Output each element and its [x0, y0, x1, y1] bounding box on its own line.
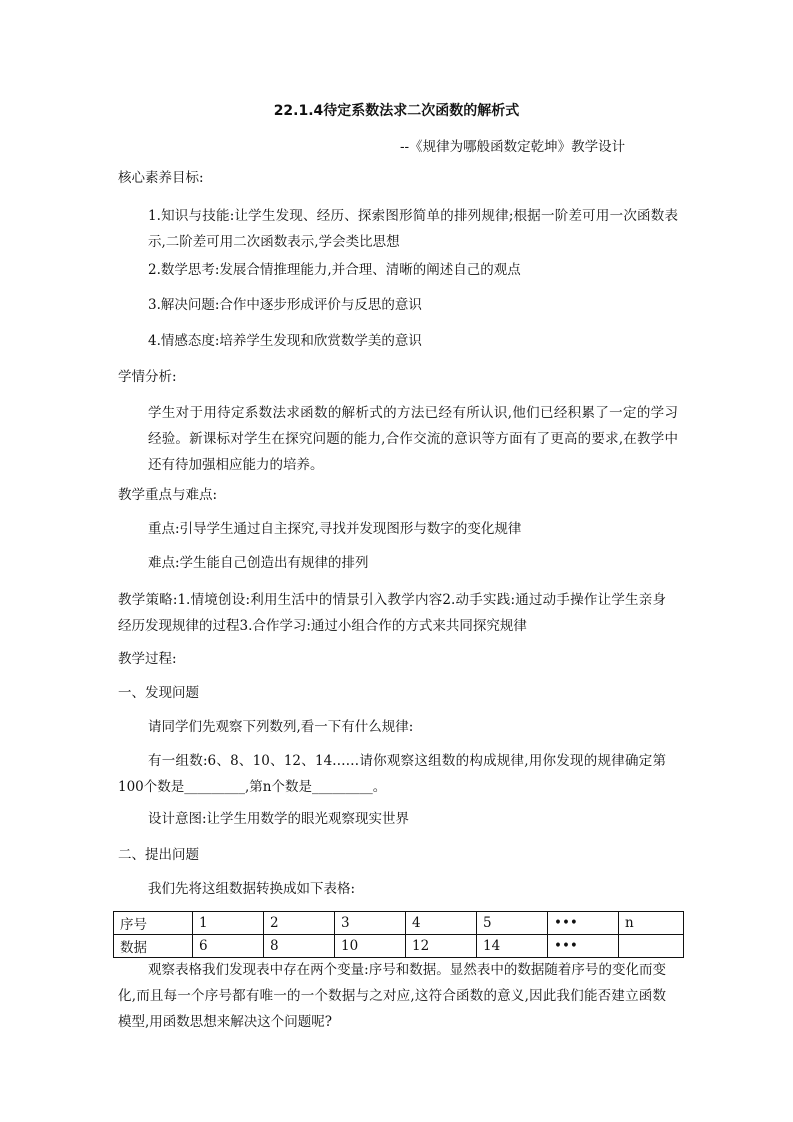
section2-intro: 我们先将这组数据转换成如下表格:	[148, 881, 356, 897]
table-cell: •••	[548, 912, 619, 935]
table-row	[114, 935, 684, 958]
table-cell: 序号	[114, 912, 193, 935]
table-cell: 12	[406, 935, 477, 958]
table-cell: •••	[548, 935, 619, 958]
section1-heading: 一、发现问题	[118, 685, 199, 701]
section1-intro: 请同学们先观察下列数列,看一下有什么规律:	[148, 719, 414, 735]
section2-heading: 二、提出问题	[118, 847, 199, 863]
data-table	[113, 911, 684, 958]
table-cell: 数据	[114, 935, 193, 958]
section1-intent: 设计意图:让学生用数学的眼光观察现实世界	[148, 811, 410, 827]
table-cell: 5	[477, 912, 548, 935]
core-item-3: 3.解决问题:合作中逐步形成评价与反思的意识	[148, 297, 422, 313]
section1-problem: 有一组数:6、8、10、12、14……请你观察这组数的构成规律,用你发现的规律确定第100个数是_________,第n个数是_________。	[118, 753, 666, 795]
table-cell: 10	[335, 935, 406, 958]
table-cell: 1	[193, 912, 264, 935]
key-heading: 教学重点与难点:	[118, 487, 218, 503]
table-row	[114, 912, 684, 935]
process-heading: 教学过程:	[118, 651, 177, 667]
table-cell	[619, 935, 684, 958]
core-item-4: 4.情感态度:培养学生发现和欣赏数学美的意识	[148, 333, 422, 349]
difficult-point: 难点:学生能自己创造出有规律的排列	[148, 555, 369, 571]
core-item-1: 1.知识与技能:让学生发现、经历、探索图形简单的排列规律;根据一阶差可用一次函数表示,二阶差可用二次函数表示,学会类比思想	[148, 208, 678, 250]
table-cell: 3	[335, 912, 406, 935]
table-cell: n	[619, 912, 684, 935]
core-item-2: 2.数学思考:发展合情推理能力,并合理、清晰的阐述自己的观点	[148, 262, 521, 278]
analysis-text: 学生对于用待定系数法求函数的解析式的方法已经有所认识,他们已经积累了一定的学习经验。新课标对学生在探究问题的能力,合作交流的意识等方面有了更高的要求,在教学中还有待加强相应能力的培养。	[148, 405, 678, 473]
document-subtitle: --《规律为哪般函数定乾坤》教学设计	[400, 139, 626, 155]
strategy-text: 教学策略:1.情境创设:利用生活中的情景引入教学内容2.动手实践:通过动手操作让学生亲身经历发现规律的过程3.合作学习:通过小组合作的方式来共同探究规律	[118, 592, 666, 634]
key-point: 重点:引导学生通过自主探究,寻找并发现图形与数字的变化规律	[148, 521, 522, 537]
table-cell: 2	[264, 912, 335, 935]
table-cell: 14	[477, 935, 548, 958]
table-cell: 8	[264, 935, 335, 958]
document-title: 22.1.4待定系数法求二次函数的解析式	[273, 103, 520, 119]
analysis-heading: 学情分析:	[118, 369, 177, 385]
core-heading: 核心素养目标:	[118, 170, 204, 186]
table-cell: 4	[406, 912, 477, 935]
table-cell: 6	[193, 935, 264, 958]
observation-text: 观察表格我们发现表中存在两个变量:序号和数据。显然表中的数据随着序号的变化而变化,而且每一个序号都有唯一的一个数据与之对应,这符合函数的意义,因此我们能否建立函数模型,用函数思想来解决这个问题呢?	[118, 962, 666, 1030]
